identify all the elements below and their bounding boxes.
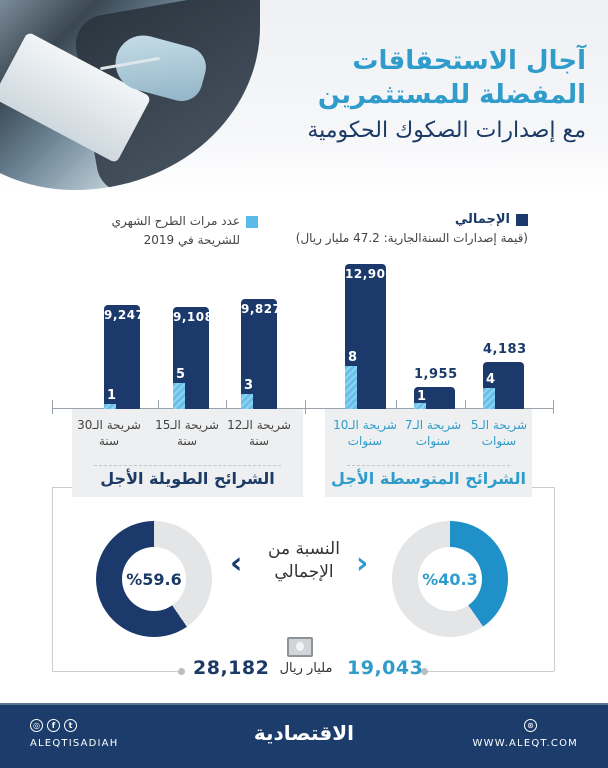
category-label-line1: شريحة الـ10 bbox=[333, 418, 397, 432]
total-mid-term: 19,043 bbox=[347, 657, 424, 679]
category-label-7-year bbox=[398, 417, 468, 449]
category-label-15-year bbox=[152, 417, 222, 449]
donut-mid-term bbox=[392, 521, 508, 637]
group-panel-long-term bbox=[72, 409, 303, 497]
bar-7-year[interactable] bbox=[414, 367, 458, 409]
bar-15-year[interactable] bbox=[173, 307, 214, 409]
donut-long-term-value: %59.6 bbox=[122, 547, 186, 611]
instagram-icon[interactable]: ◎ bbox=[30, 719, 43, 732]
legend-total bbox=[296, 212, 528, 245]
frame-line bbox=[532, 487, 554, 488]
bar-monthly-count: 3 bbox=[244, 378, 254, 393]
donut-long-term bbox=[96, 521, 212, 637]
category-label-line2: سنوات bbox=[415, 434, 451, 448]
title-block bbox=[307, 44, 586, 148]
social-handle[interactable]: ALEQTISADIAH bbox=[30, 738, 119, 749]
category-label-line1: شريحة الـ30 bbox=[77, 418, 141, 432]
legend-total-sub: (قيمة إصدارات السنةالجارية: 47.2 مليار ريال) bbox=[295, 231, 528, 245]
bar-total-value: 9,827 bbox=[241, 302, 282, 316]
subtitle: مع إصدارات الصكوك الحكومية bbox=[307, 118, 586, 143]
header-photo bbox=[0, 0, 260, 190]
group-name-long-term: الشرائح الطويلة الأجل bbox=[100, 469, 275, 488]
frame-line bbox=[424, 671, 554, 672]
bar-total-value: 12,905 bbox=[345, 267, 395, 281]
bar-monthly-count: 1 bbox=[417, 389, 427, 404]
axis-tick bbox=[553, 400, 554, 414]
banknote-icon bbox=[287, 637, 313, 657]
group-panel-mid-term bbox=[325, 409, 532, 497]
facebook-icon[interactable]: f bbox=[47, 719, 60, 732]
category-label-line1: شريحة الـ5 bbox=[470, 418, 528, 432]
category-label-line1: شريحة الـ7 bbox=[404, 418, 462, 432]
bar-monthly-count: 5 bbox=[176, 367, 186, 382]
frame-line bbox=[554, 487, 555, 671]
unit-label: مليار ريال bbox=[279, 661, 333, 676]
axis-tick bbox=[52, 400, 53, 414]
category-label-line2: سنة bbox=[248, 434, 270, 448]
bar-monthly-count-bar bbox=[173, 383, 185, 409]
legend-monthly-line1: عدد مرات الطرح الشهري bbox=[111, 214, 240, 228]
category-label-line2: سنوات bbox=[347, 434, 383, 448]
bar-5-year[interactable] bbox=[483, 342, 527, 409]
footer bbox=[0, 703, 608, 768]
bar-monthly-count-bar bbox=[483, 388, 495, 409]
axis-tick bbox=[305, 400, 306, 414]
bar-total-value: 9,247 bbox=[104, 308, 145, 322]
bar-monthly-count: 1 bbox=[107, 388, 117, 403]
bar-12-year[interactable] bbox=[241, 299, 282, 409]
legend-swatch-monthly bbox=[246, 216, 258, 228]
legend-total-label: الإجمالي bbox=[454, 212, 510, 227]
bar-30-year[interactable] bbox=[104, 305, 145, 409]
chevron-left-icon: ‹ bbox=[230, 546, 243, 581]
chevron-right-icon: › bbox=[356, 546, 369, 581]
donut-mid-term-value: %40.3 bbox=[418, 547, 482, 611]
category-label-30-year bbox=[74, 417, 144, 449]
category-label-line2: سنوات bbox=[481, 434, 517, 448]
frame-line bbox=[52, 671, 180, 672]
frame-dot bbox=[178, 668, 185, 675]
category-label-line1: شريحة الـ15 bbox=[155, 418, 219, 432]
category-label-line2: سنة bbox=[98, 434, 120, 448]
total-long-term: 28,182 bbox=[193, 657, 270, 679]
frame-line bbox=[52, 487, 72, 488]
category-label-5-year bbox=[464, 417, 534, 449]
frame-line bbox=[52, 487, 53, 671]
twitter-icon[interactable]: t bbox=[64, 719, 77, 732]
category-label-line2: سنة bbox=[176, 434, 198, 448]
bar-10-year[interactable] bbox=[345, 264, 395, 409]
category-label-12-year bbox=[224, 417, 294, 449]
title-line-2: المفضلة للمستثمرين bbox=[317, 80, 586, 110]
divider bbox=[94, 465, 281, 466]
bar-monthly-count-bar bbox=[241, 394, 253, 409]
divider bbox=[347, 465, 510, 466]
legend-monthly-line2: للشريحة في 2019 bbox=[143, 233, 240, 247]
bar-monthly-count-bar bbox=[345, 366, 357, 409]
website-link[interactable]: WWW.ALEQT.COM bbox=[472, 738, 578, 749]
bar-monthly-count: 4 bbox=[486, 372, 496, 387]
group-name-mid-term: الشرائح المتوسطة الأجل bbox=[331, 469, 526, 488]
legend-swatch-total bbox=[516, 214, 528, 226]
bar-total-value: 1,955 bbox=[414, 367, 458, 382]
title-line-1: آجال الاستحقاقات bbox=[352, 46, 586, 76]
bar-total-value: 4,183 bbox=[483, 342, 527, 357]
category-label-10-year bbox=[330, 417, 400, 449]
brand-logo: الاقتصادية bbox=[253, 721, 354, 745]
legend-monthly bbox=[112, 212, 258, 250]
bar-monthly-count: 8 bbox=[348, 350, 358, 365]
header bbox=[0, 0, 608, 195]
bar-chart bbox=[0, 250, 608, 420]
bar-total-value: 9,108 bbox=[173, 310, 214, 324]
social-icons bbox=[30, 719, 77, 732]
share-label: النسبة من الإجمالي bbox=[268, 539, 340, 582]
category-label-line1: شريحة الـ12 bbox=[227, 418, 291, 432]
globe-icon: ⊛ bbox=[524, 719, 537, 732]
